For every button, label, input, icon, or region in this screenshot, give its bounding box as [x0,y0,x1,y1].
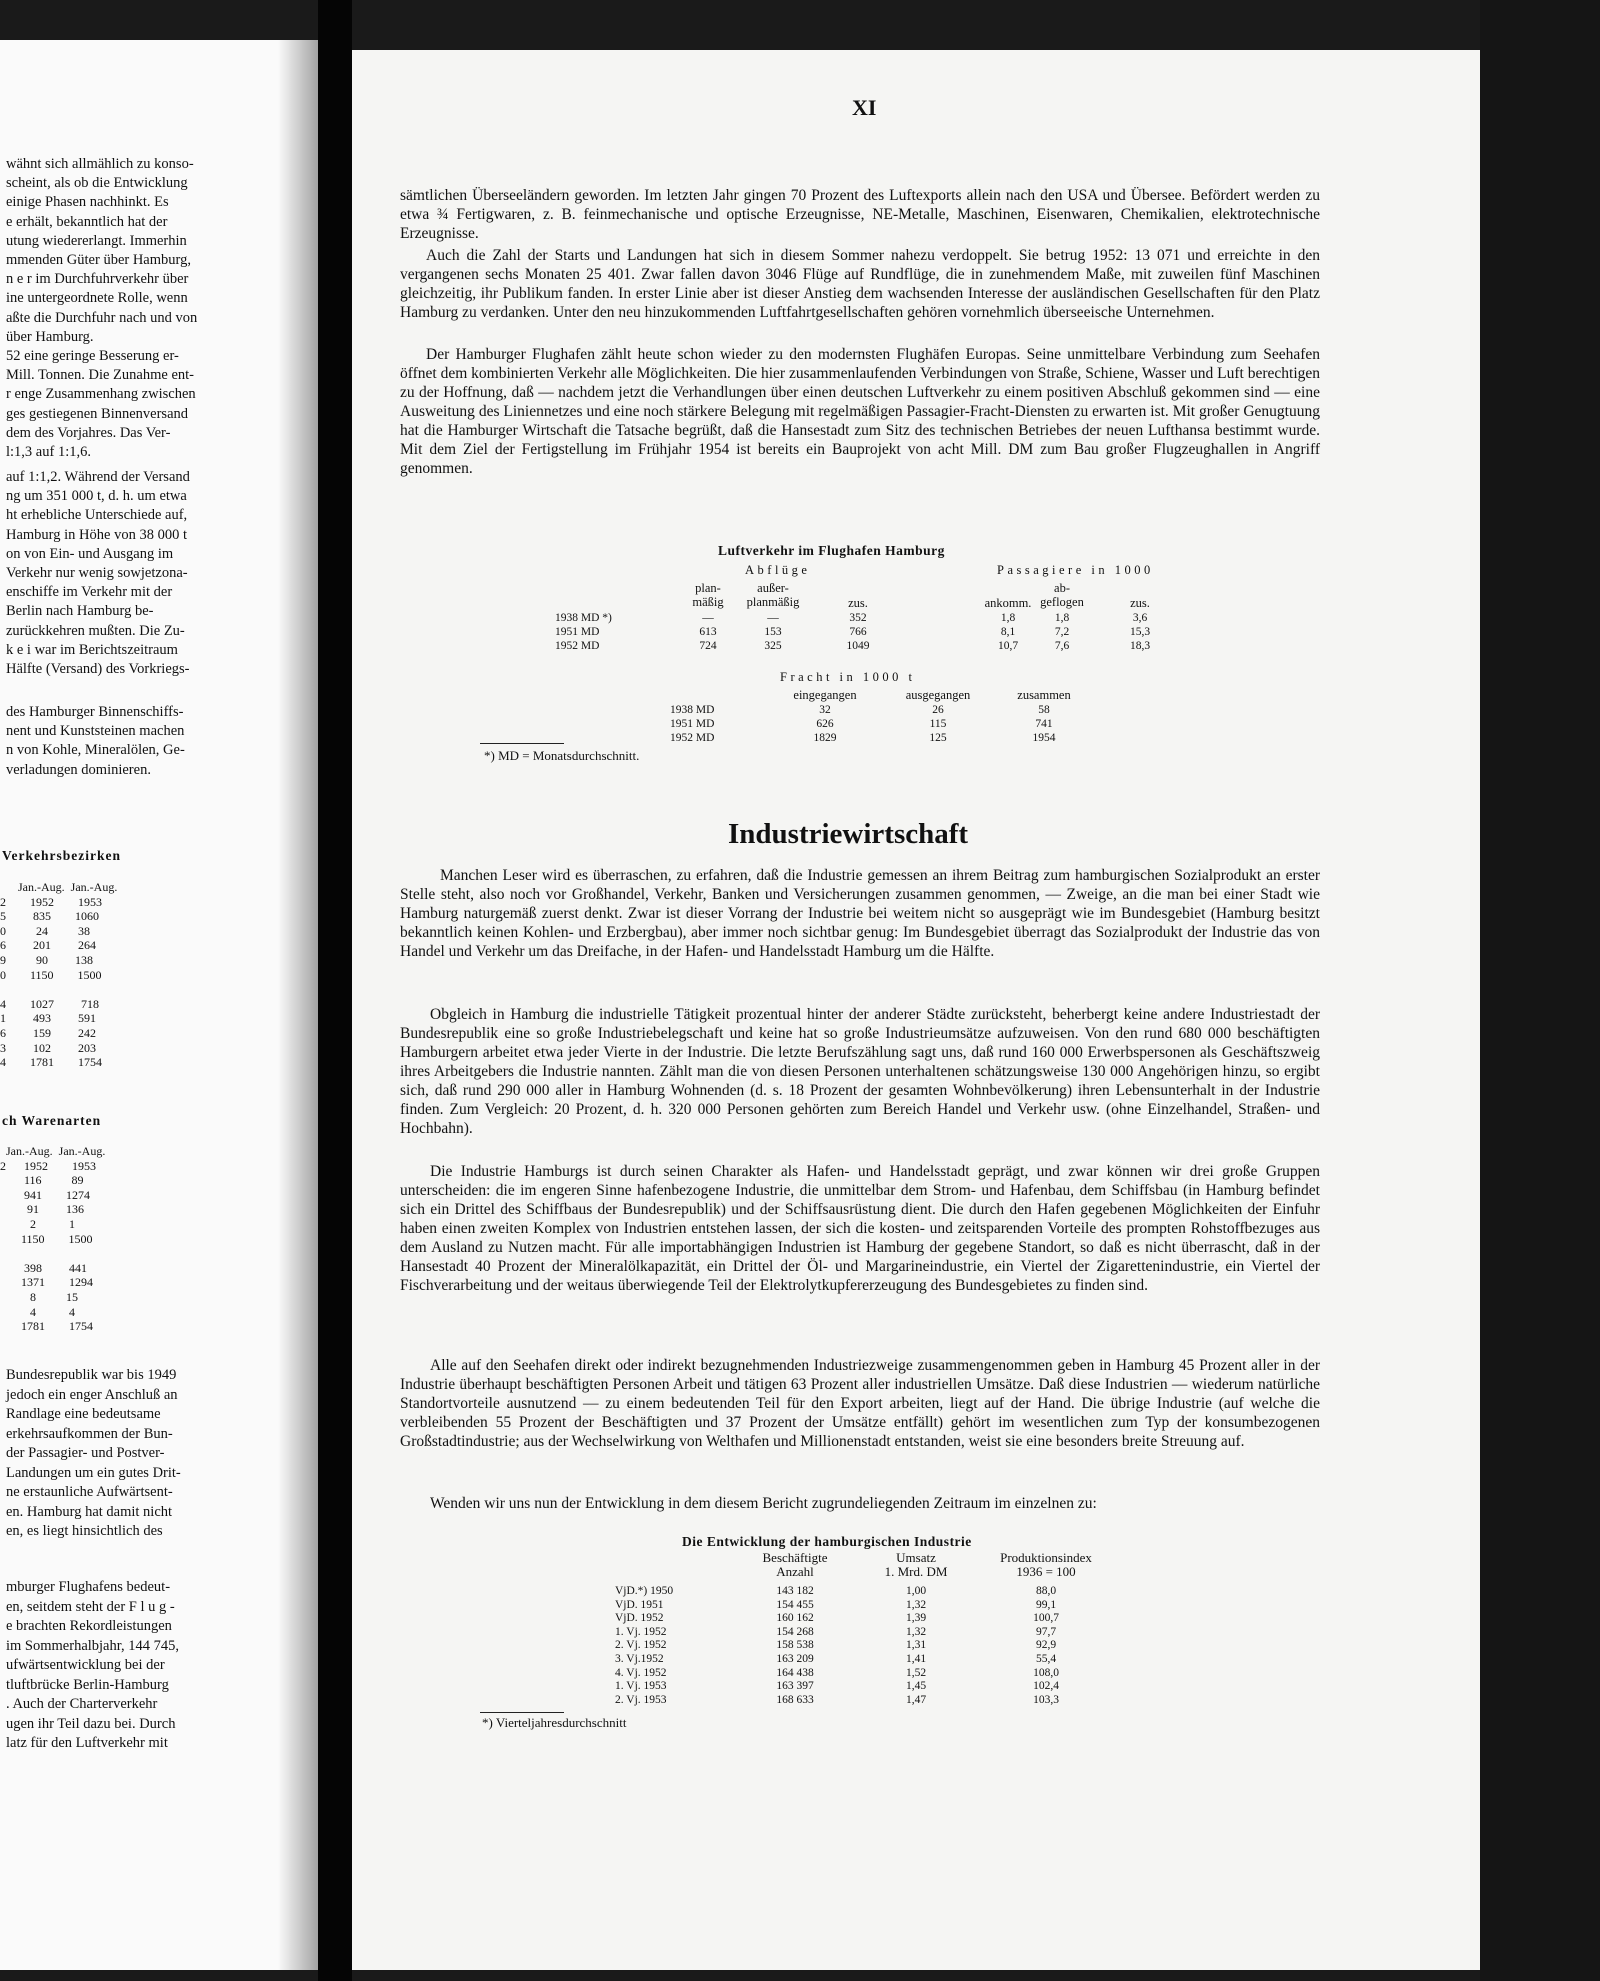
left-text-line: ges gestiegenen Binnenversand [6,405,189,422]
freight-cell: 1954 [1032,732,1056,744]
left-table1-line: 4 1027 718 [0,996,99,1011]
left-text-line: Hamburg in Höhe von 38 000 t [6,526,187,543]
air-cell: 724 [699,640,717,652]
left-text-line: des Hamburger Binnenschiffs- [6,704,184,720]
left-table1-line: 2 1952 1953 [0,894,102,909]
air-cell: 3,6 [1132,612,1148,624]
left-table1-line: Jan.-Aug. Jan.-Aug. [0,880,118,894]
air-cell: 766 [849,626,867,638]
left-table2-line: 398 441 [0,1260,87,1275]
industry-row-label: VjD. 1952 [615,1612,664,1625]
left-text-line: on von Ein- und Ausgang im [6,545,174,562]
industry-cell: 1,32 [905,1598,927,1611]
left-text-line: r enge Zusammenhang zwischen [6,386,196,403]
freight-row-label: 1952 MD [670,732,715,744]
freight-cell: 32 [819,704,831,716]
industry-row-label: 3. Vj.1952 [615,1653,664,1665]
left-table1-line: 5 835 1060 [0,909,99,924]
industry-cell: 103,3 [1033,1693,1059,1706]
left-text-line: im Sommerhalbjahr, 144 745, [6,1637,179,1654]
industry-cell: 143 182 [776,1585,814,1597]
left-table2-line: 116 89 [0,1173,84,1188]
left-text-line: scheint, als ob die Entwicklung [6,175,188,192]
page-gutter-shadow [278,40,318,1970]
air-cell: 613 [699,626,717,638]
freight-row-label: 1951 MD [670,718,715,730]
industry-cell: 1,39 [905,1612,927,1625]
freight-row-label: 1938 MD [670,704,715,716]
industry-paragraph-5: Wenden wir uns nun der Entwicklung in dem diesem Bericht zugrundeliegenden Zeitraum im einzelnen zu: [430,1495,1097,1512]
left-text-line: ne erstaunliche Aufwärtsent- [6,1484,173,1500]
left-text-line: einige Phasen nachhinkt. Es [6,194,169,211]
left-text-line: e erhält, bekanntlich hat der [6,213,168,230]
left-text-line: wähnt sich allmählich zu konso- [6,156,194,172]
freight-col-header: ausgegangen [905,688,971,702]
left-text-line: k e i war im Berichtszeitraum [6,641,178,658]
industry-row-label: 4. Vj. 1952 [615,1666,667,1679]
air-table-footnote: *) MD = Monatsdurchschnitt. [484,748,640,763]
air-cell: 1049 [846,640,870,652]
air-col-header: zus. [848,596,868,610]
air-cell: — [702,612,714,624]
air-cell: 8,1 [1000,626,1016,638]
left-table2-line: 91 136 [0,1202,84,1217]
freight-cell: 741 [1035,718,1053,730]
left-table1-line: 4 1781 1754 [0,1055,102,1070]
intro-paragraph-3: Der Hamburger Flughafen zählt heute schon wieder zu den modernsten Flughäfen Europas. Seine unmittelbare Verbindung zum Seehafen öffnet dem kombinierten Verkehr alle Möglichkeiten. Die hier zusammenlaufenden Verbindungen von Straße, Schiene, Wasser und Luft berechtigen zu der Hoffnung, daß — nachdem jetzt die Verhandlungen über einen deutschen Luftverkehr zu einem positiven Abschluß gekommen sind — eine Ausweitung des Liniennetzes und eine noch stärkere Belegung mit regelmäßigen Passagier-Fracht-Diensten zu erwarten ist. Mit großer Genugtuung hat die Hamburger Wirtschaft die Tatsache begrüßt, daß die Hansestadt zum Sitz des technischen Betriebes der neuen Lufthansa bestimmt wurde. Mit dem Ziel der Fertigstellung im Frühjahr 1954 ist bereits ein Bauprojekt von acht Mill. DM zum Bau großer Flugzeughallen in Angriff genommen. [400,346,1321,477]
left-text-line: der Passagier- und Postver- [6,1445,165,1461]
industry-cell: 163 397 [776,1680,814,1693]
left-text-line: nent und Kunststeinen machen [6,723,185,740]
left-text-line: l:1,3 auf 1:1,6. [6,444,91,460]
left-table2-line: 941 1274 [0,1187,90,1202]
air-row-label: 1938 MD *) [555,612,612,624]
left-text-line: zurückkehren mußten. Die Zu- [6,622,185,639]
industry-cell: 158 538 [776,1639,814,1652]
left-text-line: n e r im Durchfuhrverkehr über [6,271,189,288]
air-cell: 352 [849,612,867,624]
freight-cell: 125 [929,732,947,744]
air-col-header: zus. [1130,596,1150,610]
left-text-line: en, seitdem steht der F l u g - [6,1598,175,1615]
left-text-line: ng um 351 000 t, d. h. um etwa [6,488,187,505]
industry-row-label: 1. Vj. 1953 [615,1680,667,1693]
left-table2-line: Jan.-Aug. Jan.-Aug. [0,1144,106,1158]
left-text-line: Berlin nach Hamburg be- [6,603,154,620]
left-text-line: aßte die Durchfuhr nach und von [6,309,198,326]
left-text-line: enschiffe im Verkehr mit der [6,584,173,601]
air-cell: 7,2 [1054,626,1070,638]
industry-cell: 168 633 [776,1693,814,1706]
industry-row-label: VjD.*) 1950 [615,1585,674,1597]
left-text-line: tluftbrücke Berlin-Hamburg [6,1676,169,1693]
book-spine [318,0,352,1981]
left-table1-line: 9 90 138 [0,953,93,967]
left-text-line: n von Kohle, Mineralölen, Ge- [6,742,185,759]
industry-row-label: 2. Vj. 1953 [615,1693,667,1706]
intro-paragraph-1: sämtlichen Überseeländern geworden. Im letzten Jahr gingen 70 Prozent des Luftexports allein nach den USA und Übersee. Befördert werden zu etwa ¾ Fertigwaren, z. B. feinmechanische und optische Erzeugnisse, NE-Metalle, Maschinen, Eisenwaren, Chemikalien, elektrotechnische Erzeugnisse. [400,187,1320,242]
page-number: XI [852,95,877,120]
left-text-line: erkehrsaufkommen der Bun- [6,1425,173,1442]
freight-col-header: eingegangen [793,688,857,702]
industry-cell: 55,4 [1035,1653,1057,1665]
section-heading: Industriewirtschaft [728,818,969,850]
left-text-line: . Auch der Charterverkehr [6,1696,158,1712]
air-cell: 7,6 [1054,640,1070,652]
industry-cell: 99,1 [1035,1598,1057,1611]
left-table2-line: 2 1 [0,1217,75,1231]
left-table1-line: 0 24 38 [0,923,90,938]
footnote-rule [480,1712,564,1713]
industry-cell: 92,9 [1035,1639,1057,1652]
left-text-line: auf 1:1,2. Während der Versand [6,469,190,485]
left-table2-line: 2 1952 1953 [0,1158,96,1173]
industry-cell: 1,31 [905,1639,927,1652]
left-text-line: ufwärtsentwicklung bei der [6,1657,165,1673]
air-col-header: außer- planmäßig [746,581,800,609]
left-text-line: Bundesrepublik war bis 1949 [6,1367,177,1383]
left-text-line: mmenden Güter über Hamburg, [6,252,191,268]
footnote-rule [480,743,564,744]
industry-cell: 88,0 [1035,1585,1057,1597]
air-table-title: Luftverkehr im Flughafen Hamburg [718,543,945,558]
industry-cell: 102,4 [1033,1680,1059,1693]
industry-cell: 163 209 [776,1653,814,1665]
left-table2-line: 1781 1754 [0,1319,93,1334]
freight-cell: 626 [816,718,834,730]
air-col-header: ab- geflogen [1040,581,1084,609]
air-col-header: ankomm. [984,596,1032,610]
industry-cell: 97,7 [1035,1625,1057,1638]
industry-cell: 1,45 [905,1680,927,1693]
industry-cell: 100,7 [1033,1612,1059,1625]
left-text-line: utung wiedererlangt. Immerhin [6,232,187,249]
industry-row-label: 1. Vj. 1952 [615,1625,667,1638]
industry-paragraph-2: Obgleich in Hamburg die industrielle Tätigkeit prozentual hinter der anderer Städte zurücksteht, beherbergt keine andere Industriestadt der Bundesrepublik eine so große Industriebelegschaft und keine hat so große Industrieumsätze aufzuweisen. Von den rund 680 000 beschäftigten Hamburgern arbeitet etwa jeder Vierte in der Industrie. Die letzte Berufszählung sagt uns, daß rund 160 000 Erwerbspersonen als Geschäftszweig ihres Arbeitgebers die Industrie nannten. Zählt man die von diesen Personen unterhaltenen schätzungsweise 130 000 Angehörigen hinzu, so ergibt sich, daß rund 290 000 aller in Hamburg Wohnenden (d. s. 18 Prozent der gesamten Wohnbevölkerung) ihren Lebensunterhalt in der Industrie finden. Zum Vergleich: 20 Prozent, d. h. 320 000 Personen gehörten zum Bereich Handel und Verkehr usw. (ohne Einzelhandel, Straßen- und Hochbahn). [400,1006,1320,1137]
air-cell: 15,3 [1129,626,1151,638]
industry-cell: 160 162 [776,1612,814,1625]
left-text-line: Landungen um ein gutes Drit- [6,1464,181,1481]
left-table1-line: 6 201 264 [0,938,96,953]
left-text-line: en, es liegt hinsichtlich des [6,1523,163,1539]
air-row-label: 1952 MD [555,640,600,652]
left-text-line: Verkehr nur wenig sowjetzona- [6,565,188,581]
left-table1-line: 0 1150 1500 [0,967,102,982]
left-table2-line: 1371 1294 [0,1275,93,1290]
left-text-line: 52 eine geringe Besserung er- [6,348,179,364]
industry-row-label: VjD. 1951 [615,1598,664,1611]
industry-table-footnote: *) Vierteljahresdurchschnitt [482,1715,627,1730]
left-table1-line: 1 493 591 [0,1011,96,1026]
left-text-line: ht erhebliche Unterschiede auf, [6,507,188,524]
left-text-line: ugen ihr Teil dazu bei. Durch [6,1715,176,1732]
industry-paragraph-4: Alle auf den Seehafen direkt oder indirekt bezugnehmenden Industriezweige zusammengenommen geben in Hamburg 45 Prozent aller in der Industrie überhaupt beschäftigten Personen Arbeit und tätigen 63 Prozent aller industriellen Umsätze. Daß diese Industrien — wiederum natürliche Standortvorteile ausnutzend — zu einem bedeutenden Teil für den Export arbeiten, liegt auf der Hand. Die übrige Industrie (auf welche die verbleibenden 55 Prozent der Beschäftigten und 37 Prozent der Umsätze entfällt) gehört im wesentlichen zum Typ der konsumbezogenen Großstadtindustrie; aus der Wechselwirkung von Welthafen und Millionenstadt entstanden, weist sie eine besonders breite Streuung auf. [400,1357,1320,1450]
industry-cell: 1,52 [905,1666,927,1679]
freight-cell: 26 [932,704,944,716]
left-text-line: latz für den Luftverkehr mit [6,1735,168,1751]
left-text-line: Randlage eine bedeutsame [6,1406,161,1422]
air-cell: 1,8 [1054,612,1070,624]
industry-cell: 154 455 [776,1598,814,1611]
industry-col-header: Umsatz 1. Mrd. DM [884,1550,948,1579]
air-col-header: plan- mäßig [692,581,724,609]
industry-cell: 154 268 [776,1625,814,1638]
freight-table-title: Fracht in 1000 t [780,670,916,684]
left-text-line: ine untergeordnete Rolle, wenn [6,290,188,307]
freight-cell: 58 [1038,704,1050,716]
industry-cell: 164 438 [776,1666,814,1679]
left-table2-line: 8 15 [0,1290,78,1304]
freight-col-header: zusammen [1017,688,1071,702]
left-page-fragment [0,40,318,1970]
air-cell: 10,7 [997,640,1019,652]
industry-paragraph-1: Manchen Leser wird es überraschen, zu erfahren, daß die Industrie gemessen an ihrem Beitrag zum hamburgischen Sozialprodukt an erster Stelle steht, also noch vor Großhandel, Verkehr, Banken und Versicherungen zusammen genommen, — Zweige, an die man bei einer Stadt wie Hamburg naturgemäß zuerst denkt. Zwar ist dieser Vorrang der Industrie bei weitem nicht so ausgeprägt wie im Bundesgebiet (Hamburg besitzt bekanntlich keinen Kohlen- und Erzbergbau), aber immer noch sichtbar genug: Im Bundesgebiet überragt das Sozialprodukt der Industrie das von Handel und Verkehr um das Dreifache, in der Hafen- und Handelsstadt Hamburg um die Hälfte. [400,867,1320,960]
air-table-group-departures: Abflüge [745,563,811,577]
left-table2-line: 1150 1500 [0,1231,93,1246]
intro-paragraph-2: Auch die Zahl der Starts und Landungen hat sich in diesem Sommer nahezu verdoppelt. Sie betrug 1952: 13 071 und erreichte in den vergangenen sechs Monaten 25 401. Zwar fallen davon 3046 Flüge auf Rundflüge, die in zunehmendem Maße, mit zuweilen fünf Maschinen gleichzeitig, ihr Publikum fanden. In erster Linie aber ist dieser Anstieg dem wachsenden Interesse der ausländischen Gesellschaften für den Platz Hamburg zu verdanken. Unter den neu hinzukommenden Luftfahrtgesellschaften gehören vornehmlich überseeische Unternehmen. [400,247,1320,321]
scan-background [1480,0,1600,1981]
left-text-line: verladungen dominieren. [6,761,151,778]
industry-col-header: Beschäftigte Anzahl [762,1550,828,1579]
left-table2-line: 4 4 [0,1304,75,1319]
left-table1-line: 3 102 203 [0,1040,96,1055]
left-text-line: Mill. Tonnen. Die Zunahme ent- [6,367,194,384]
left-table1-line: 6 159 242 [0,1026,96,1040]
air-cell: 18,3 [1129,640,1151,652]
freight-cell: 115 [929,718,947,730]
air-cell: — [767,612,779,624]
industry-table-title: Die Entwicklung der hamburgischen Industrie [682,1534,972,1549]
air-cell: 325 [764,640,782,652]
freight-cell: 1829 [813,732,837,744]
industry-cell: 108,0 [1033,1666,1059,1679]
air-row-label: 1951 MD [555,626,600,638]
left-text-line: über Hamburg. [6,328,94,345]
air-table-group-passengers: Passagiere in 1000 [997,563,1154,577]
industry-row-label: 2. Vj. 1952 [615,1639,667,1652]
left-text-line: jedoch ein enger Anschluß an [6,1386,178,1403]
left-text-line: en. Hamburg hat damit nicht [6,1503,173,1520]
industry-cell: 1,32 [905,1625,927,1638]
left-table1-heading: Verkehrsbezirken [2,848,121,863]
air-cell: 153 [764,626,782,638]
industry-cell: 1,41 [905,1653,927,1665]
left-text-line: e brachten Rekordleistungen [6,1618,172,1634]
left-text-line: mburger Flughafens bedeut- [6,1579,171,1595]
left-text-line: dem des Vorjahres. Das Ver- [6,424,171,441]
air-cell: 1,8 [1000,612,1016,624]
industry-cell: 1,00 [905,1585,927,1597]
industry-col-header: Produktionsindex 1936 = 100 [1000,1550,1092,1579]
left-table2-heading: ch Warenarten [2,1113,102,1128]
industry-paragraph-3: Die Industrie Hamburgs ist durch seinen Charakter als Hafen- und Handelsstadt geprägt, und zwar können wir drei große Gruppen unterscheiden: die im engeren Sinne hafenbezogene Industrie, die unmittelbar dem Strom- und Hafenbau, dem Schiffsbau (in Hamburg befindet sich ein Drittel des Schiffbaus der Bundesrepublik) und der Schiffsausrüstung dient. Die durch den Hafen gegebenen Möglichkeiten der Einfuhr haben einen zweiten Komplex von Industrien entstehen lassen, der sich die kosten- und zeitsparenden Vorteile des prompten Rohstoffbezuges aus dem Ausland zu Nutzen macht. Für alle importabhängigen Industrien ist Hamburg der gegebene Standort, so daß es nicht überrascht, daß in der Hansestadt 40 Prozent der Mineralölkapazität, ein Drittel der Öl- und Margarineindustrie, ein Viertel der Zigarettenindustrie, ein Viertel der Fischverarbeitung und der weitaus überwiegende Teil der Elektrolytkupfererzeugung des Bundesgebietes zu finden sind. [400,1163,1320,1294]
left-text-line: Hälfte (Versand) des Vorkriegs- [6,661,190,677]
industry-cell: 1,47 [905,1693,927,1706]
